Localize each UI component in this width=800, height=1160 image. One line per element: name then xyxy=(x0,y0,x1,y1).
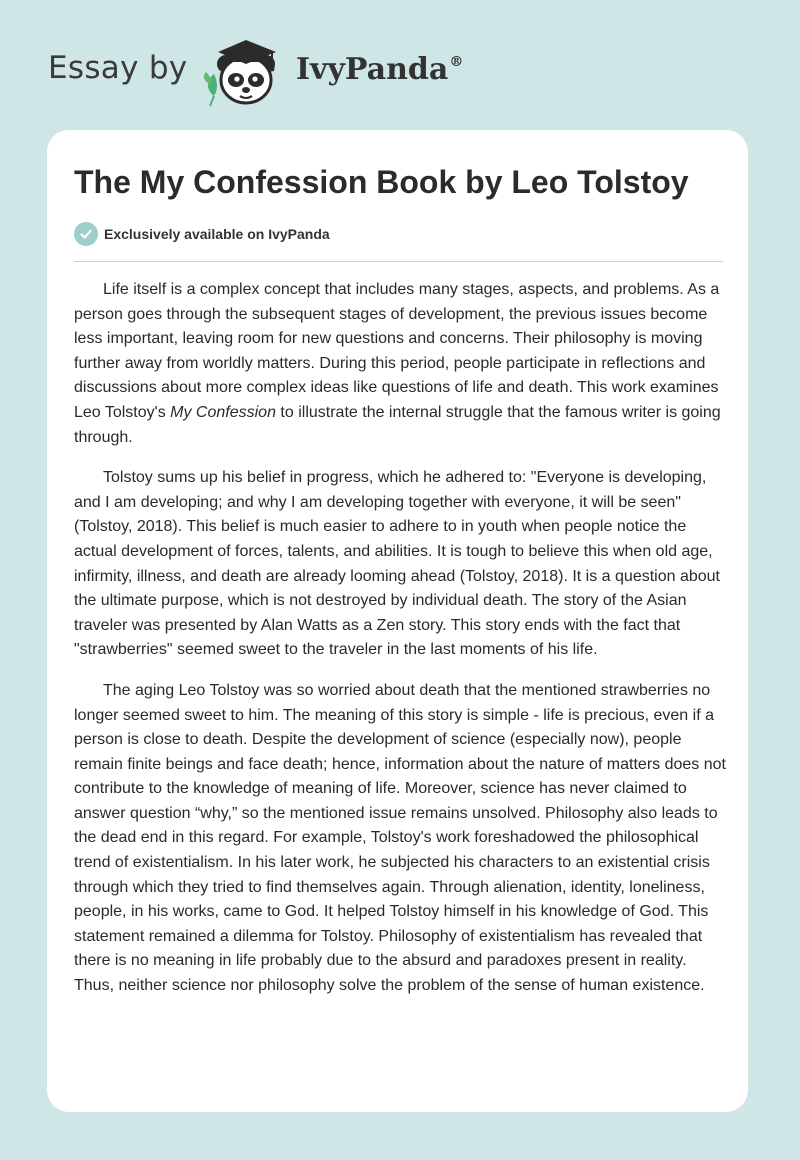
check-icon xyxy=(74,222,98,246)
book-title-emphasis: My Confession xyxy=(170,403,276,421)
paragraph-3: The aging Leo Tolstoy was so worried about death that the mentioned strawberries no longer seemed sweet to him. The meaning of this story is simple - life is precious, even if a person is close to death. Despite the development of science (especially now), people remain finite beings and face death; hence, information about the nature of matters does not contribute to the knowledge of meaning of life. Moreover, science has never claimed to answer question “why,” so the mentioned issue remains unsolved. Philosophy also leads to the dead end in this regard. For example, Tolstoy's work foreshadowed the philosophical trend of existentialism. In his later work, he subjected his characters to an existential crisis through which they tried to find themselves again. Through alienation, identity, loneliness, people, in his works, came to God. It helped Tolstoy himself in his knowledge of God. This statement remained a dilemma for Tolstoy. Philosophy of existentialism has revealed that there is no meaning in life probably due to the absurd and paradoxes present in reality. Thus, neither science nor philosophy solve the problem of the sense of human existence. xyxy=(74,681,726,995)
brand-name[interactable] xyxy=(296,52,463,87)
page-title: The My Confession Book by Leo Tolstoy xyxy=(74,164,689,200)
trademark-symbol: ® xyxy=(449,54,464,70)
badge-label: Exclusively available on IvyPanda xyxy=(104,226,330,242)
ivypanda-logo-icon[interactable] xyxy=(200,34,292,110)
paragraph-1-text-end: to illustrate the internal struggle that the famous writer is going through. xyxy=(74,403,721,446)
paragraph-1 xyxy=(74,278,729,450)
essay-body xyxy=(74,278,729,1015)
essay-card xyxy=(47,130,748,1112)
divider xyxy=(74,261,723,262)
paragraph-2: Tolstoy sums up his belief in progress, which he adhered to: "Everyone is developing, and I am developing; and why I am developing together with everyone, it will be seen" (Tolstoy, 2018). This belief is much easier to adhere to in youth when people notice the actual development of forces, talents, and abilities. It is tough to believe this when old age, infirmity, illness, and death are already looming ahead (Tolstoy, 2018). It is a question about the ultimate purpose, which is not destroyed by individual death. The story of the Asian traveler was presented by Alan Watts as a Zen story. This story ends with the fact that "strawberries" seemed sweet to the traveler in the last moments of his life. xyxy=(74,469,720,659)
brand-name-text: IvyPanda xyxy=(296,52,449,87)
paragraph-1-text-start: Life itself is a complex concept that includes many stages, aspects, and problems. As a person goes through the subsequent stages of development, the previous issues become less important, leaving room for new questions and concerns. Their philosophy is moving further away from worldly matters. During this period, people participate in reflections and discussions about more complex ideas like questions of life and death. This work examines Leo Tolstoy's xyxy=(74,281,720,421)
site-header xyxy=(0,0,800,130)
essay-by-label: Essay by xyxy=(48,50,188,86)
exclusive-badge xyxy=(74,222,330,246)
